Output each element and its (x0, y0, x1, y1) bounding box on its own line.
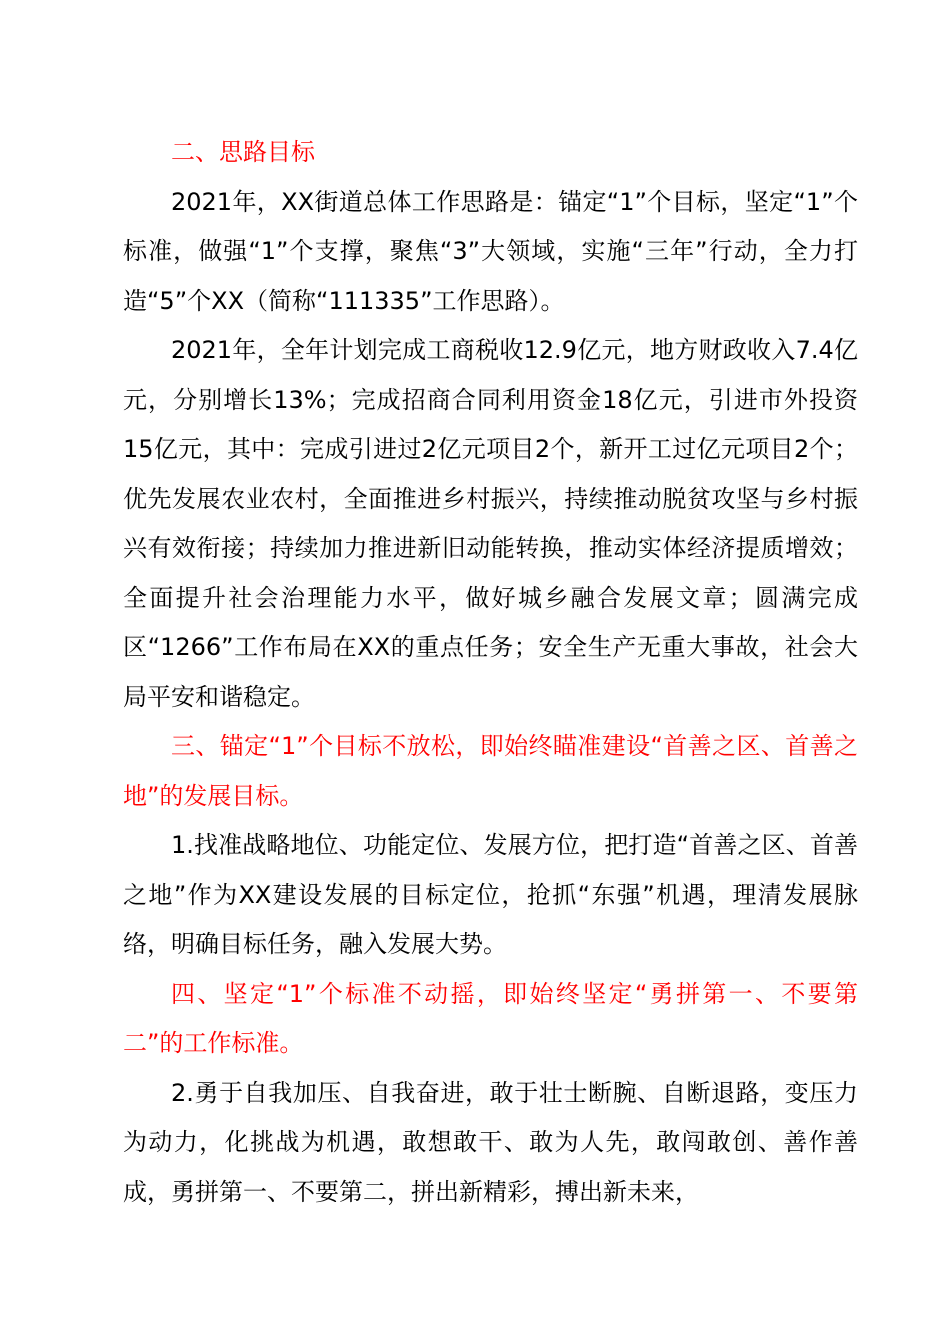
paragraph-item-1: 1.找准战略地位、功能定位、发展方位，把打造“首善之区、首善之地”作为XX建设发展的目标定位，抢抓“东强”机遇，理清发展脉络，明确目标任务，融入发展大势。 (123, 831, 858, 958)
section-heading-3: 三、锚定“1”个目标不放松，即始终瞄准建设“首善之区、首善之地”的发展目标。 (123, 732, 858, 810)
paragraph-annual-targets: 2021年，全年计划完成工商税收12.9亿元，地方财政收入7.4亿元，分别增长13%；完成招商合同利用资金18亿元，引进市外投资15亿元，其中：完成引进过2亿元项目2个，新开工过亿元项目2个；优先发展农业农村，全面推进乡村振兴，持续推动脱贫攻坚与乡村振兴有效衔接；持续加力推进新旧动能转换，推动实体经济提质增效；全面提升社会治理能力水平，做好城乡融合发展文章；圆满完成区“1266”工作布局在XX的重点任务；安全生产无重大事故，社会大局平安和谐稳定。 (123, 336, 858, 711)
document-page (123, 128, 858, 1217)
paragraph-work-approach: 2021年，XX街道总体工作思路是：锚定“1”个目标，坚定“1”个标准，做强“1”个支撑，聚焦“3”大领域，实施“三年”行动，全力打造“5”个XX（简称“111335”工作思路）。 (123, 187, 858, 315)
paragraph-item-2: 2.勇于自我加压、自我奋进，敢于壮士断腕、自断退路，变压力为动力，化挑战为机遇，敢想敢干、敢为人先，敢闯敢创、善作善成，勇拼第一、不要第二，拼出新精彩，搏出新未来， (123, 1078, 858, 1206)
section-heading-4: 四、坚定“1”个标准不动摇，即始终坚定“勇拼第一、不要第二”的工作标准。 (123, 979, 858, 1057)
section-heading-2: 二、思路目标 (171, 138, 315, 166)
